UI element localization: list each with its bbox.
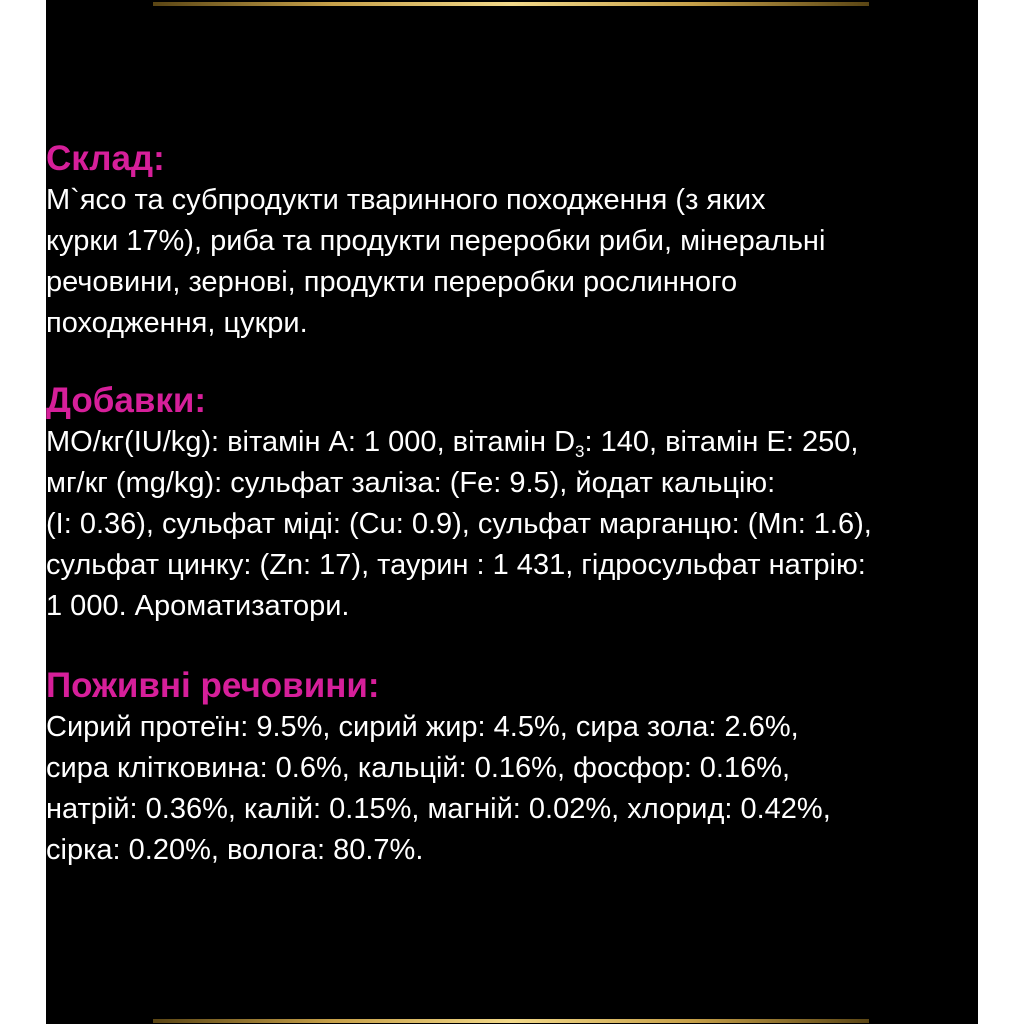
nutrients-line: натрій: 0.36%, калій: 0.15%, магній: 0.02%, хлорид: 0.42%,: [46, 793, 831, 825]
composition-heading: Склад:: [46, 139, 165, 178]
additives-line-vitamins: [46, 422, 978, 463]
additives-text: [46, 422, 978, 627]
composition-section: [46, 138, 978, 344]
composition-line: речовини, зернові, продукти переробки рослинного: [46, 266, 738, 298]
top-gold-divider: [153, 2, 869, 6]
vitamins-text-part: : 140, вітамін Е: 250,: [584, 426, 859, 458]
nutrients-line: Сирий протеїн: 9.5%, сирий жир: 4.5%, сира зола: 2.6%,: [46, 711, 799, 743]
label-panel: [46, 0, 978, 1024]
vitamins-text-part: МО/кг(IU/kg): вітамін А: 1 000, вітамін D: [46, 426, 576, 458]
additives-heading: Добавки:: [46, 381, 207, 420]
nutrients-line: сира клітковина: 0.6%, кальцій: 0.16%, фосфор: 0.16%,: [46, 752, 791, 784]
composition-text: [46, 180, 978, 344]
composition-line: походження, цукри.: [46, 307, 308, 339]
nutrients-section: [46, 665, 978, 871]
nutrients-heading: Поживні речовини:: [46, 666, 380, 705]
vitamin-d-subscript: 3: [575, 442, 585, 461]
bottom-gold-divider: [153, 1019, 869, 1023]
composition-line: курки 17%), риба та продукти переробки риби, мінеральні: [46, 225, 826, 257]
composition-line: М`ясо та субпродукти тваринного походження (з яких: [46, 184, 766, 216]
nutrients-text: [46, 707, 978, 871]
additives-line: 1 000. Ароматизатори.: [46, 590, 350, 622]
additives-line: мг/кг (mg/kg): сульфат заліза: (Fe: 9.5), йодат кальцію:: [46, 467, 776, 499]
additives-section: [46, 380, 978, 627]
additives-line: сульфат цинку: (Zn: 17), таурин : 1 431, гідросульфат натрію:: [46, 549, 866, 581]
nutrients-line: сірка: 0.20%, волога: 80.7%.: [46, 834, 424, 866]
additives-line: (I: 0.36), сульфат міді: (Cu: 0.9), сульфат марганцю: (Mn: 1.6),: [46, 508, 872, 540]
label-content: [46, 138, 978, 871]
